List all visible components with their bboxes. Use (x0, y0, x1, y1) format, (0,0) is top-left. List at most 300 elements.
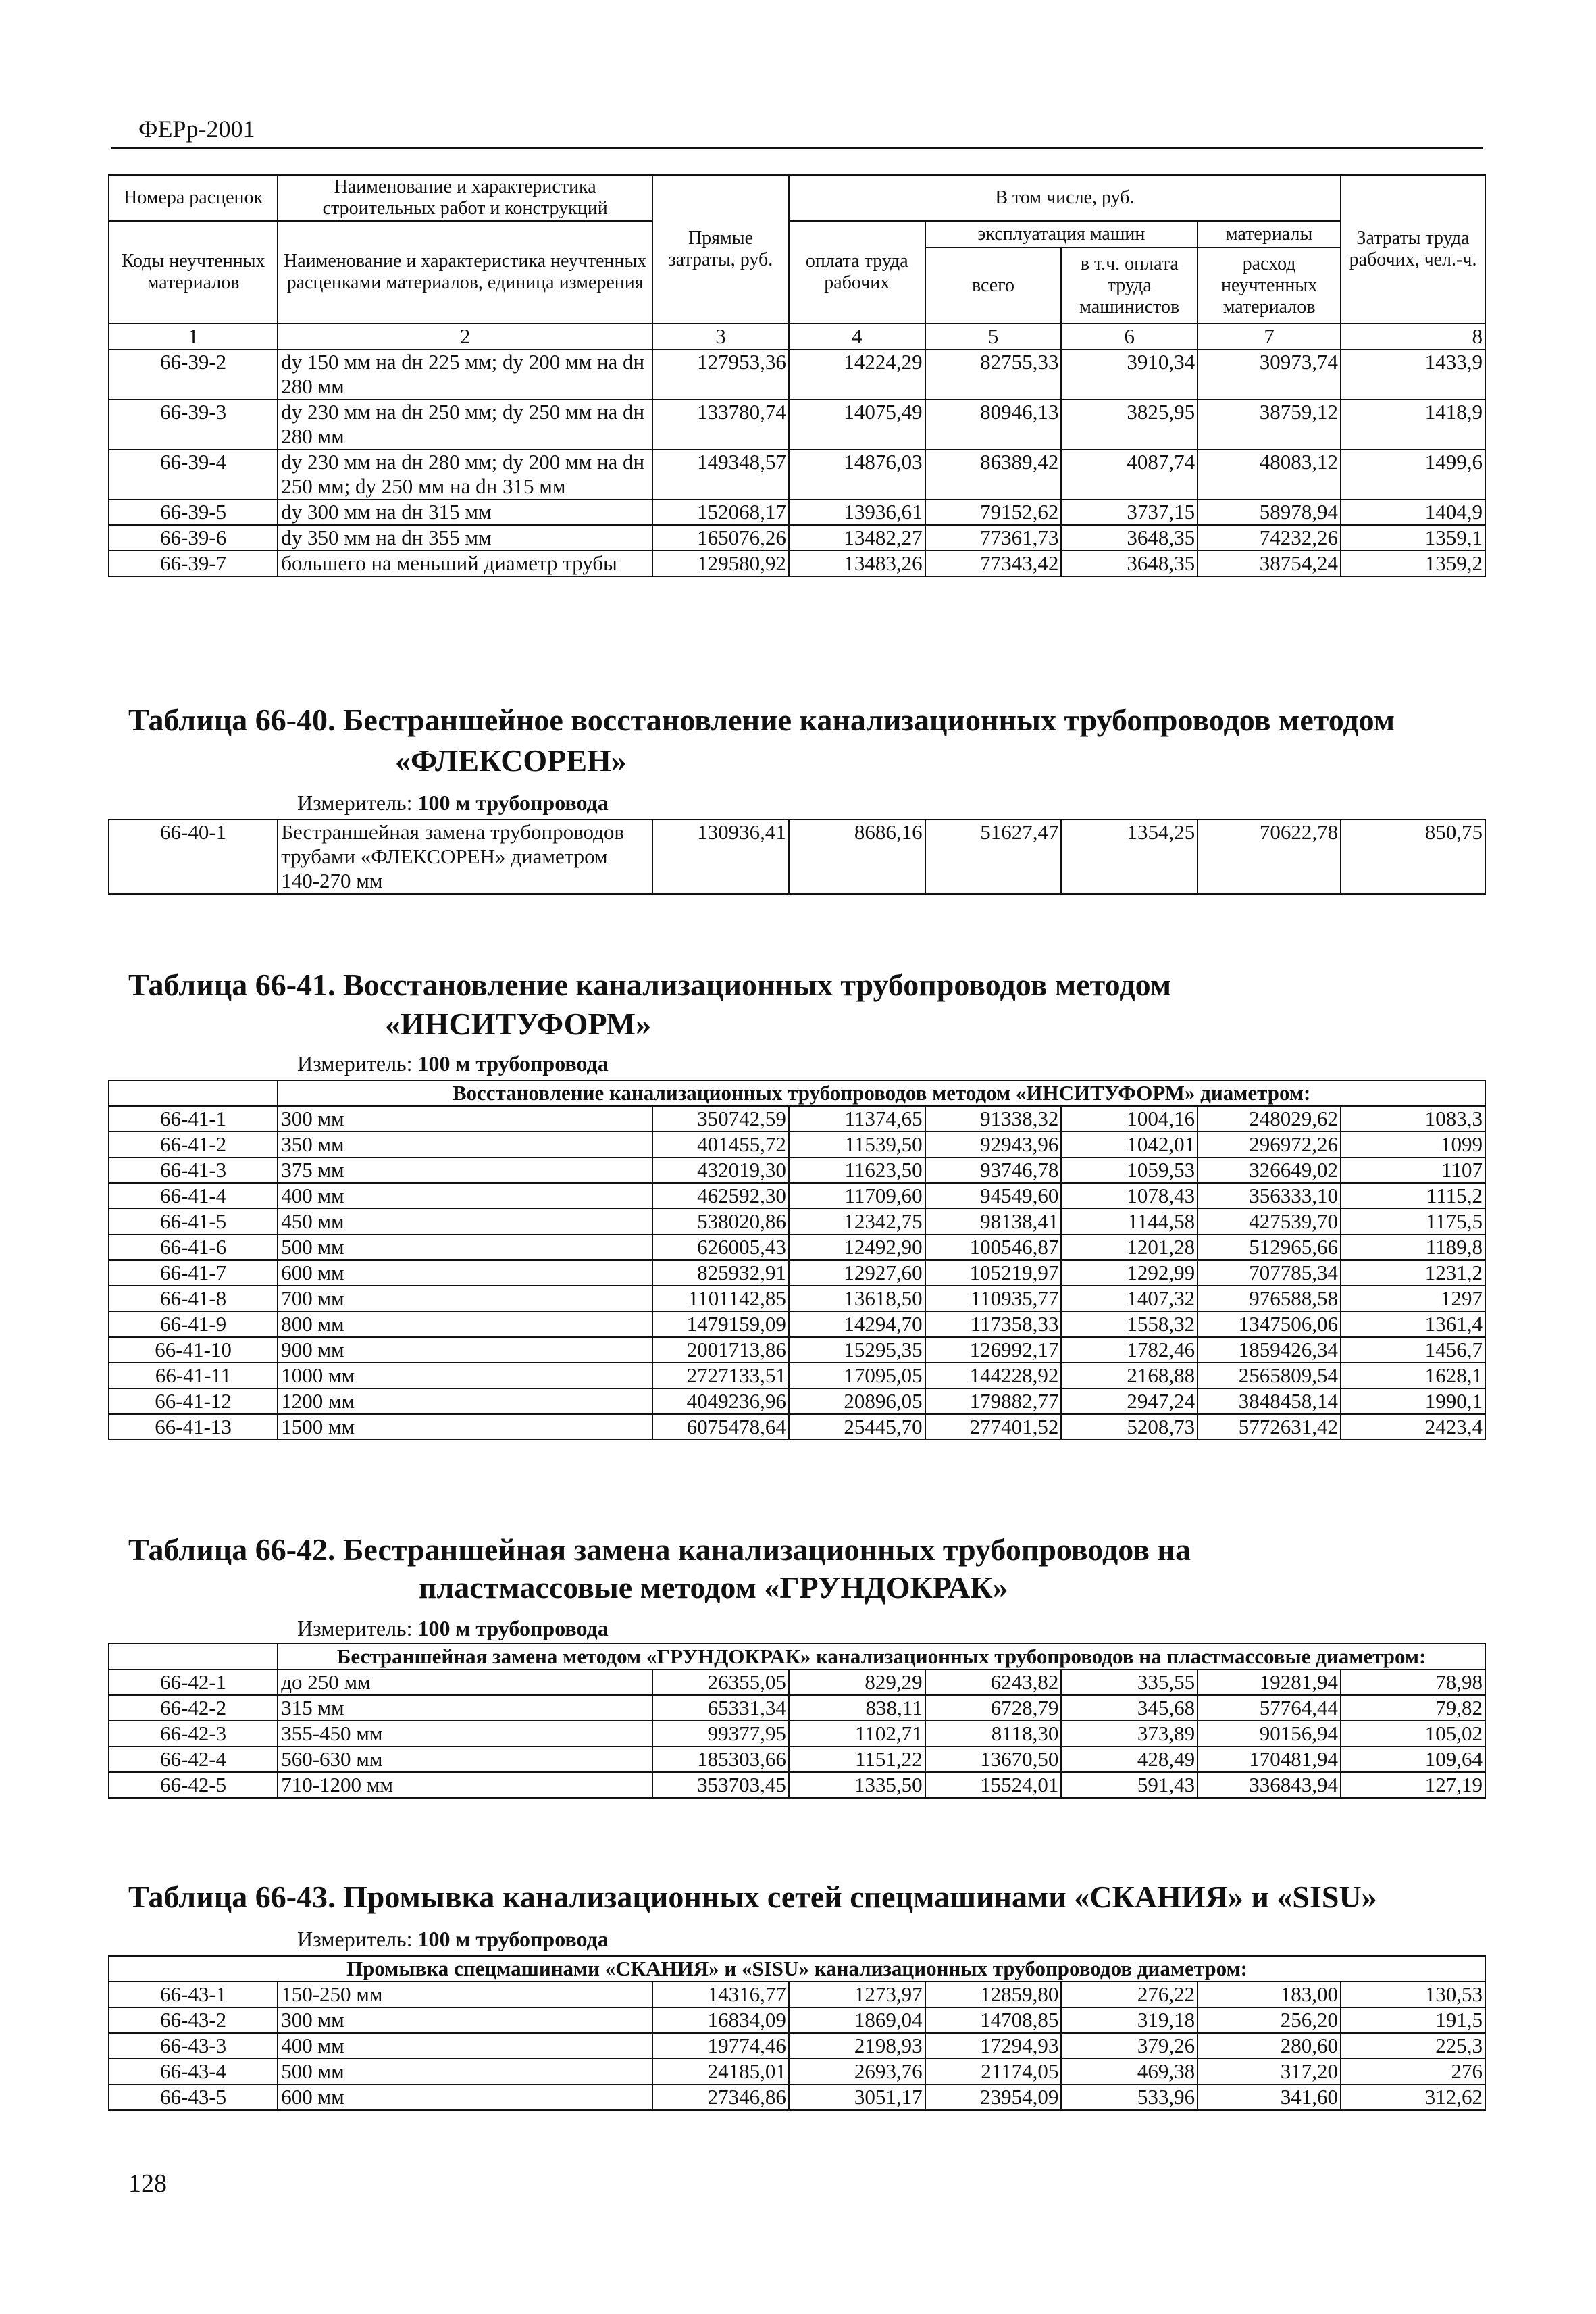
value-cell: 335,55 (1061, 1669, 1198, 1695)
value-cell: 152068,17 (652, 499, 789, 525)
value-cell: 23954,09 (925, 2084, 1062, 2110)
work-name: 400 мм (278, 1183, 652, 1209)
value-cell: 79152,62 (925, 499, 1062, 525)
work-name: 150-250 мм (278, 1982, 652, 2007)
value-cell: 1456,7 (1341, 1337, 1485, 1363)
table-row (109, 820, 1485, 894)
value-cell: 70622,78 (1198, 820, 1341, 894)
table-66-42-subhead: Бестраншейная замена методом «ГРУНДОКРАК» канализационных трубопроводов на пластмассовые диаметром: (278, 1644, 1485, 1669)
table-row (109, 1234, 1485, 1260)
value-cell: 3825,95 (1061, 399, 1198, 449)
value-cell: 2947,24 (1061, 1388, 1198, 1414)
table-66-42-measure: Измеритель: 100 м трубопровода (297, 1616, 609, 1640)
value-cell: 16834,09 (652, 2007, 789, 2033)
value-cell: 1042,01 (1061, 1132, 1198, 1157)
value-cell: 428,49 (1061, 1746, 1198, 1772)
value-cell: 3910,34 (1061, 349, 1198, 399)
value-cell: 26355,05 (652, 1669, 789, 1695)
value-cell: 427539,70 (1198, 1209, 1341, 1234)
value-cell: 27346,86 (652, 2084, 789, 2110)
value-cell: 8118,30 (925, 1721, 1062, 1746)
rate-code: 66-41-2 (109, 1132, 278, 1157)
value-cell: 12859,80 (925, 1982, 1062, 2007)
value-cell: 77361,73 (925, 525, 1062, 551)
work-name: dу 300 мм на dн 315 мм (278, 499, 652, 525)
work-name: 600 мм (278, 2084, 652, 2110)
value-cell: 133780,74 (652, 399, 789, 449)
value-cell: 38759,12 (1198, 399, 1341, 449)
value-cell: 626005,43 (652, 1234, 789, 1260)
table-row (109, 1414, 1485, 1440)
value-cell: 3848458,14 (1198, 1388, 1341, 1414)
header-direct-cost: Прямые затраты, руб. (652, 175, 789, 324)
value-cell: 105219,97 (925, 1260, 1062, 1286)
table-row (109, 499, 1485, 525)
value-cell: 98138,41 (925, 1209, 1062, 1234)
value-cell: 1144,58 (1061, 1209, 1198, 1234)
value-cell: 1151,22 (789, 1746, 925, 1772)
value-cell: 127953,36 (652, 349, 789, 399)
value-cell: 17294,93 (925, 2033, 1062, 2059)
value-cell: 91338,32 (925, 1106, 1062, 1132)
value-cell: 6728,79 (925, 1695, 1062, 1721)
value-cell: 51627,47 (925, 820, 1062, 894)
rate-code: 66-39-4 (109, 449, 278, 499)
value-cell: 13618,50 (789, 1286, 925, 1311)
table-66-43-subhead: Промывка спецмашинами «СКАНИЯ» и «SISU» канализационных трубопроводов диаметром: (109, 1956, 1485, 1982)
header-materials-sub: расход неучтенных материалов (1198, 247, 1341, 324)
table-row (109, 1286, 1485, 1311)
value-cell: 127,19 (1341, 1772, 1485, 1798)
value-cell: 11374,65 (789, 1106, 925, 1132)
value-cell: 248029,62 (1198, 1106, 1341, 1132)
value-cell: 80946,13 (925, 399, 1062, 449)
value-cell: 5208,73 (1061, 1414, 1198, 1440)
col-number: 3 (652, 324, 789, 349)
value-cell: 1335,50 (789, 1772, 925, 1798)
value-cell: 1273,97 (789, 1982, 925, 2007)
table-row (109, 2007, 1485, 2033)
value-cell: 353703,45 (652, 1772, 789, 1798)
value-cell: 30973,74 (1198, 349, 1341, 399)
table-66-43 (108, 1955, 1486, 2111)
rate-code: 66-41-6 (109, 1234, 278, 1260)
header-material-codes: Коды неучтенных материалов (109, 221, 278, 324)
table-row (109, 1337, 1485, 1363)
value-cell: 191,5 (1341, 2007, 1485, 2033)
table-66-40 (108, 819, 1486, 895)
header-labor-pay: оплата труда рабочих (789, 221, 925, 324)
value-cell: 2423,4 (1341, 1414, 1485, 1440)
value-cell: 3051,17 (789, 2084, 925, 2110)
value-cell: 336843,94 (1198, 1772, 1341, 1798)
rate-code: 66-41-4 (109, 1183, 278, 1209)
value-cell: 1189,8 (1341, 1234, 1485, 1260)
col-number: 6 (1061, 324, 1198, 349)
value-cell: 591,43 (1061, 1772, 1198, 1798)
work-name: dу 230 мм на dн 250 мм; dу 250 мм на dн 280 мм (278, 399, 652, 449)
value-cell: 533,96 (1061, 2084, 1198, 2110)
value-cell: 14316,77 (652, 1982, 789, 2007)
header-incl: В том числе, руб. (789, 175, 1341, 221)
value-cell: 1782,46 (1061, 1337, 1198, 1363)
table-row (109, 1982, 1485, 2007)
value-cell: 1479159,09 (652, 1311, 789, 1337)
table-row (109, 1132, 1485, 1157)
value-cell: 1059,53 (1061, 1157, 1198, 1183)
value-cell: 838,11 (789, 1695, 925, 1721)
value-cell: 13670,50 (925, 1746, 1062, 1772)
value-cell: 12927,60 (789, 1260, 925, 1286)
page-number: 128 (128, 2169, 167, 2198)
rate-code: 66-41-13 (109, 1414, 278, 1440)
value-cell: 130936,41 (652, 820, 789, 894)
value-cell: 14708,85 (925, 2007, 1062, 2033)
value-cell: 1292,99 (1061, 1260, 1198, 1286)
rate-code: 66-43-1 (109, 1982, 278, 2007)
value-cell: 130,53 (1341, 1982, 1485, 2007)
value-cell: 11539,50 (789, 1132, 925, 1157)
value-cell: 149348,57 (652, 449, 789, 499)
col-number: 4 (789, 324, 925, 349)
value-cell: 3648,35 (1061, 551, 1198, 576)
work-name: 600 мм (278, 1260, 652, 1286)
rate-code: 66-43-5 (109, 2084, 278, 2110)
rate-code: 66-41-8 (109, 1286, 278, 1311)
value-cell: 1107 (1341, 1157, 1485, 1183)
rate-code: 66-41-5 (109, 1209, 278, 1234)
rate-code: 66-42-1 (109, 1669, 278, 1695)
table-row (109, 1363, 1485, 1388)
work-name: Бестраншейная замена трубопроводов трубами «ФЛЕКСОРЕН» диаметром 140-270 мм (278, 820, 652, 894)
value-cell: 512965,66 (1198, 1234, 1341, 1260)
col-number: 1 (109, 324, 278, 349)
table-row (109, 1311, 1485, 1337)
value-cell: 1354,25 (1061, 820, 1198, 894)
header-machines-total: всего (925, 247, 1062, 324)
work-name: 560-630 мм (278, 1746, 652, 1772)
value-cell: 1231,2 (1341, 1260, 1485, 1286)
work-name: до 250 мм (278, 1669, 652, 1695)
value-cell: 276,22 (1061, 1982, 1198, 2007)
value-cell: 25445,70 (789, 1414, 925, 1440)
value-cell: 1083,3 (1341, 1106, 1485, 1132)
value-cell: 38754,24 (1198, 551, 1341, 576)
value-cell: 109,64 (1341, 1746, 1485, 1772)
value-cell: 110935,77 (925, 1286, 1062, 1311)
value-cell: 1990,1 (1341, 1388, 1485, 1414)
rate-code: 66-42-5 (109, 1772, 278, 1798)
value-cell: 12492,90 (789, 1234, 925, 1260)
value-cell: 350742,59 (652, 1106, 789, 1132)
table-row (109, 551, 1485, 576)
value-cell: 1078,43 (1061, 1183, 1198, 1209)
work-name: 1200 мм (278, 1388, 652, 1414)
col-number: 8 (1341, 324, 1485, 349)
value-cell: 850,75 (1341, 820, 1485, 894)
header-machines-pay: в т.ч. оплата труда машинистов (1061, 247, 1198, 324)
table-66-40-title-2: «ФЛЕКСОРЕН» (395, 743, 627, 778)
value-cell: 707785,34 (1198, 1260, 1341, 1286)
header-name: Наименование и характеристика строительных работ и конструкций (278, 175, 652, 221)
value-cell: 165076,26 (652, 525, 789, 551)
rate-code: 66-40-1 (109, 820, 278, 894)
value-cell: 462592,30 (652, 1183, 789, 1209)
value-cell: 20896,05 (789, 1388, 925, 1414)
table-row (109, 525, 1485, 551)
work-name: 355-450 мм (278, 1721, 652, 1746)
value-cell: 1628,1 (1341, 1363, 1485, 1388)
work-name: 1000 мм (278, 1363, 652, 1388)
value-cell: 345,68 (1061, 1695, 1198, 1721)
work-name: 400 мм (278, 2033, 652, 2059)
value-cell: 11709,60 (789, 1183, 925, 1209)
table-66-43-measure: Измеритель: 100 м трубопровода (297, 1927, 609, 1951)
work-name: 450 мм (278, 1209, 652, 1234)
work-name: 700 мм (278, 1286, 652, 1311)
value-cell: 8686,16 (789, 820, 925, 894)
value-cell: 356333,10 (1198, 1183, 1341, 1209)
value-cell: 24185,01 (652, 2059, 789, 2084)
value-cell: 432019,30 (652, 1157, 789, 1183)
table-66-40-measure: Измеритель: 100 м трубопровода (297, 790, 609, 815)
value-cell: 2693,76 (789, 2059, 925, 2084)
value-cell: 1499,6 (1341, 449, 1485, 499)
value-cell: 1175,5 (1341, 1209, 1485, 1234)
table-row (109, 1388, 1485, 1414)
value-cell: 976588,58 (1198, 1286, 1341, 1311)
table-66-41-subhead: Восстановление канализационных трубопроводов методом «ИНСИТУФОРМ» диаметром: (278, 1080, 1485, 1106)
value-cell: 1361,4 (1341, 1311, 1485, 1337)
value-cell: 170481,94 (1198, 1746, 1341, 1772)
table-row (109, 1260, 1485, 1286)
value-cell: 2727133,51 (652, 1363, 789, 1388)
value-cell: 14294,70 (789, 1311, 925, 1337)
table-row (109, 349, 1485, 399)
header-labor: Затраты труда рабочих, чел.-ч. (1341, 175, 1485, 324)
rate-code: 66-41-1 (109, 1106, 278, 1132)
work-name: dу 150 мм на dн 225 мм; dу 200 мм на dн 280 мм (278, 349, 652, 399)
col-number: 2 (278, 324, 652, 349)
value-cell: 373,89 (1061, 1721, 1198, 1746)
value-cell: 1404,9 (1341, 499, 1485, 525)
value-cell: 21174,05 (925, 2059, 1062, 2084)
rate-code: 66-41-10 (109, 1337, 278, 1363)
header-machines: эксплуатация машин (925, 221, 1198, 247)
table-row (109, 2059, 1485, 2084)
value-cell: 1433,9 (1341, 349, 1485, 399)
rate-code: 66-42-2 (109, 1695, 278, 1721)
table-row (109, 449, 1485, 499)
work-name: 300 мм (278, 2007, 652, 2033)
work-name: 300 мм (278, 1106, 652, 1132)
table-66-41 (108, 1080, 1486, 1440)
value-cell: 1869,04 (789, 2007, 925, 2033)
value-cell: 379,26 (1061, 2033, 1198, 2059)
work-name: большего на меньший диаметр трубы (278, 551, 652, 576)
header-material-name: Наименование и характеристика неучтенных расценками материалов, единица измерения (278, 221, 652, 324)
value-cell: 1418,9 (1341, 399, 1485, 449)
value-cell: 2001713,86 (652, 1337, 789, 1363)
value-cell: 1101142,85 (652, 1286, 789, 1311)
value-cell: 469,38 (1061, 2059, 1198, 2084)
table-row (109, 1183, 1485, 1209)
value-cell: 14075,49 (789, 399, 925, 449)
value-cell: 6075478,64 (652, 1414, 789, 1440)
table-row (109, 1721, 1485, 1746)
value-cell: 90156,94 (1198, 1721, 1341, 1746)
col-number: 5 (925, 324, 1062, 349)
value-cell: 13482,27 (789, 525, 925, 551)
rate-code: 66-41-3 (109, 1157, 278, 1183)
table-row (109, 1106, 1485, 1132)
rate-code: 66-39-7 (109, 551, 278, 576)
value-cell: 1102,71 (789, 1721, 925, 1746)
work-name: 800 мм (278, 1311, 652, 1337)
work-name: 315 мм (278, 1695, 652, 1721)
work-name: 900 мм (278, 1337, 652, 1363)
rate-code: 66-42-3 (109, 1721, 278, 1746)
value-cell: 65331,34 (652, 1695, 789, 1721)
value-cell: 129580,92 (652, 551, 789, 576)
value-cell: 825932,91 (652, 1260, 789, 1286)
value-cell: 2565809,54 (1198, 1363, 1341, 1388)
value-cell: 1359,2 (1341, 551, 1485, 576)
value-cell: 78,98 (1341, 1669, 1485, 1695)
rate-code: 66-41-9 (109, 1311, 278, 1337)
value-cell: 1099 (1341, 1132, 1485, 1157)
value-cell: 326649,02 (1198, 1157, 1341, 1183)
value-cell: 319,18 (1061, 2007, 1198, 2033)
table-66-42 (108, 1643, 1486, 1799)
value-cell: 58978,94 (1198, 499, 1341, 525)
rate-code: 66-39-6 (109, 525, 278, 551)
value-cell: 57764,44 (1198, 1695, 1341, 1721)
value-cell: 4087,74 (1061, 449, 1198, 499)
value-cell: 276 (1341, 2059, 1485, 2084)
value-cell: 99377,95 (652, 1721, 789, 1746)
value-cell: 48083,12 (1198, 449, 1341, 499)
value-cell: 74232,26 (1198, 525, 1341, 551)
work-name: 375 мм (278, 1157, 652, 1183)
work-name: 1500 мм (278, 1414, 652, 1440)
value-cell: 2168,88 (1061, 1363, 1198, 1388)
table-66-41-measure: Измеритель: 100 м трубопровода (297, 1051, 609, 1076)
value-cell: 86389,42 (925, 449, 1062, 499)
rate-code: 66-43-3 (109, 2033, 278, 2059)
table-row (109, 2084, 1485, 2110)
rate-code: 66-41-11 (109, 1363, 278, 1388)
table-row (109, 1157, 1485, 1183)
value-cell: 15295,35 (789, 1337, 925, 1363)
value-cell: 13483,26 (789, 551, 925, 576)
value-cell: 1407,32 (1061, 1286, 1198, 1311)
value-cell: 3648,35 (1061, 525, 1198, 551)
table-66-42-title-1: Таблица 66-42. Бестраншейная замена канализационных трубопроводов на (128, 1532, 1191, 1567)
table-66-42-title-2: пластмассовые методом «ГРУНДОКРАК» (419, 1570, 1008, 1605)
table-row (109, 1669, 1485, 1695)
value-cell: 144228,92 (925, 1363, 1062, 1388)
value-cell: 341,60 (1198, 2084, 1341, 2110)
value-cell: 14224,29 (789, 349, 925, 399)
rate-code: 66-39-3 (109, 399, 278, 449)
value-cell: 94549,60 (925, 1183, 1062, 1209)
header-rule (111, 147, 1483, 149)
table-66-41-title-1: Таблица 66-41. Восстановление канализационных трубопроводов методом (128, 967, 1172, 1002)
value-cell: 1004,16 (1061, 1106, 1198, 1132)
value-cell: 829,29 (789, 1669, 925, 1695)
value-cell: 17095,05 (789, 1363, 925, 1388)
value-cell: 1859426,34 (1198, 1337, 1341, 1363)
value-cell: 11623,50 (789, 1157, 925, 1183)
value-cell: 1558,32 (1061, 1311, 1198, 1337)
col-number: 7 (1198, 324, 1341, 349)
table-row (109, 2033, 1485, 2059)
value-cell: 312,62 (1341, 2084, 1485, 2110)
value-cell: 13936,61 (789, 499, 925, 525)
value-cell: 19774,46 (652, 2033, 789, 2059)
table-66-39 (108, 174, 1486, 577)
work-name: 710-1200 мм (278, 1772, 652, 1798)
header-codes: Номера расценок (109, 175, 278, 221)
rate-code: 66-39-2 (109, 349, 278, 399)
value-cell: 538020,86 (652, 1209, 789, 1234)
work-name: 500 мм (278, 2059, 652, 2084)
table-row (109, 399, 1485, 449)
table-row (109, 1209, 1485, 1234)
value-cell: 77343,42 (925, 551, 1062, 576)
rate-code: 66-42-4 (109, 1746, 278, 1772)
rate-code: 66-39-5 (109, 499, 278, 525)
value-cell: 185303,66 (652, 1746, 789, 1772)
value-cell: 100546,87 (925, 1234, 1062, 1260)
value-cell: 19281,94 (1198, 1669, 1341, 1695)
value-cell: 1115,2 (1341, 1183, 1485, 1209)
table-row (109, 1746, 1485, 1772)
value-cell: 401455,72 (652, 1132, 789, 1157)
value-cell: 2198,93 (789, 2033, 925, 2059)
value-cell: 317,20 (1198, 2059, 1341, 2084)
table-row (109, 1695, 1485, 1721)
value-cell: 79,82 (1341, 1695, 1485, 1721)
value-cell: 277401,52 (925, 1414, 1062, 1440)
value-cell: 15524,01 (925, 1772, 1062, 1798)
value-cell: 6243,82 (925, 1669, 1062, 1695)
value-cell: 117358,33 (925, 1311, 1062, 1337)
table-row (109, 1772, 1485, 1798)
work-name: 500 мм (278, 1234, 652, 1260)
value-cell: 3737,15 (1061, 499, 1198, 525)
value-cell: 126992,17 (925, 1337, 1062, 1363)
value-cell: 14876,03 (789, 449, 925, 499)
value-cell: 280,60 (1198, 2033, 1341, 2059)
table-66-41-title-2: «ИНСИТУФОРМ» (385, 1007, 652, 1041)
value-cell: 4049236,96 (652, 1388, 789, 1414)
value-cell: 5772631,42 (1198, 1414, 1341, 1440)
value-cell: 179882,77 (925, 1388, 1062, 1414)
value-cell: 296972,26 (1198, 1132, 1341, 1157)
value-cell: 12342,75 (789, 1209, 925, 1234)
table-66-43-title: Таблица 66-43. Промывка канализационных сетей спецмашинами «СКАНИЯ» и «SISU» (128, 1880, 1377, 1914)
work-name: dу 350 мм на dн 355 мм (278, 525, 652, 551)
header-materials: материалы (1198, 221, 1341, 247)
value-cell: 1347506,06 (1198, 1311, 1341, 1337)
rate-code: 66-43-4 (109, 2059, 278, 2084)
rate-code: 66-41-12 (109, 1388, 278, 1414)
value-cell: 82755,33 (925, 349, 1062, 399)
work-name: 350 мм (278, 1132, 652, 1157)
value-cell: 1359,1 (1341, 525, 1485, 551)
